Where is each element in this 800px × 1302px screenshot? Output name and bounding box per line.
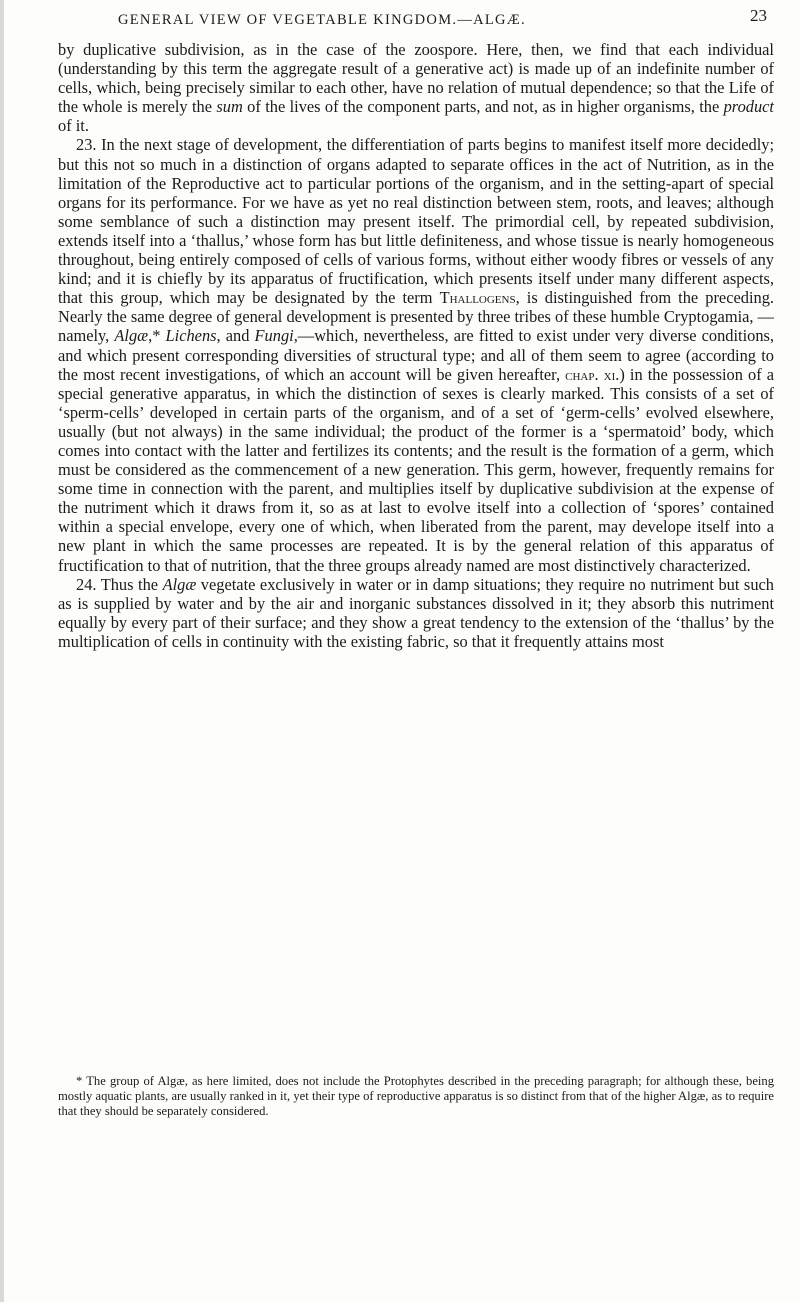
running-title: GENERAL VIEW OF VEGETABLE KINGDOM.—ALGÆ. bbox=[118, 12, 526, 28]
footnote: * The group of Algæ, as here limited, does not include the Protophytes described in the preceding paragraph; for although these, being mostly aquatic plants, are usually ranked in it, yet their type of reproductive apparatus is so distinct from that of the higher Algæ, as to require that they should be separately considered. bbox=[58, 1074, 774, 1118]
chapter-reference: chap. xi. bbox=[565, 364, 620, 384]
emphasis-product: product bbox=[723, 97, 774, 117]
term-thallogens: Thallogens bbox=[439, 288, 516, 308]
footnote-marker: ,* bbox=[148, 326, 166, 346]
body-text bbox=[58, 40, 774, 1070]
term-algae-2: Algæ bbox=[162, 574, 197, 594]
paragraph-24: 24. Thus the Algæ vegetate exclusively in water or in damp situations; they require no nutriment but such as is supplied by water and by the air and inorganic substances dissolved in it; they absorb this nutriment equally by every part of their surface; and they show a great tendency to the extension of the ‘thallus’ by the multiplication of cells in continuity with the existing fabric, so that it frequently attains most bbox=[58, 574, 774, 651]
term-lichens: Lichens bbox=[165, 326, 217, 346]
paragraph-23: 23. In the next stage of development, the differentiation of parts begins to manifest itself more decidedly; but this not so much in a distinction of organs adapted to separate offices in the act of Nutrition, as in the limitation of the Reproductive act to particular portions of the organism, and in the setting-apart of special organs for its performance. For we have as yet no real distinction between stem, roots, and leaves; although some semblance of such a distinction may present itself. The primordial cell, by repeated subdivision, extends itself into a ‘thallus,’ whose form has but little definiteness, and whose tissue is nearly homogeneous throughout, being entirely composed of cells of various forms, without either woody fibres or vessels of any kind; and it is chiefly by its apparatus of fructification, which presents itself under many different aspects, that this group, which may be designated by the term Thallogens, is distinguished from the preceding. Nearly the same degree of general development is presented by three tribes of these humble Cryptogamia, —namely, Algæ,* Lichens, and Fungi,—which, nevertheless, are fitted to exist under very diverse conditions, and which present corresponding diversities of structural type; and all of them seem to agree (according to the most recent investigations, of which an account will be given hereafter, chap. xi.) in the possession of a special generative apparatus, in which the distinction of sexes is clearly marked. This consists of a set of ‘sperm-cells’ developed in certain parts of the organism, and of a set of ‘germ-cells’ evolved elsewhere, usually (but not always) in the same individual; the product of the former is a ‘spermatoid’ body, which comes into contact with the latter and fertilizes its contents; and the result is the formation of a germ, which must be considered as the commencement of a new generation. This germ, however, frequently remains for some time in connection with the parent, and multiplies itself by duplicative subdivision at the expense of the nutriment which it draws from it, so as at last to evolve itself into a collection of ‘spores’ contained within a special envelope, every one of which, when liberated from the parent, may develope itself into a new plant in which the same processes are repeated. It is by the general relation of this apparatus of fructification to that of nutrition, that the three groups already named are most distinctively characterized. bbox=[58, 135, 774, 575]
term-algae: Algæ bbox=[114, 326, 149, 346]
paragraph-22-continued: by duplicative subdivision, as in the case of the zoospore. Here, then, we find that each individual (understanding by this term the aggregate result of a generative act) is made up of an indefinite number of cells, which, being precisely similar to each other, have no relation of mutual dependence; so that the Life of the whole is merely the sum of the lives of the component parts, and not, as in higher organisms, the product of it. bbox=[58, 40, 774, 136]
page-edge-shadow bbox=[0, 0, 4, 1302]
emphasis-sum: sum bbox=[216, 97, 243, 117]
term-fungi: Fungi bbox=[254, 326, 294, 346]
running-head bbox=[0, 4, 800, 38]
page-number: 23 bbox=[750, 6, 767, 25]
